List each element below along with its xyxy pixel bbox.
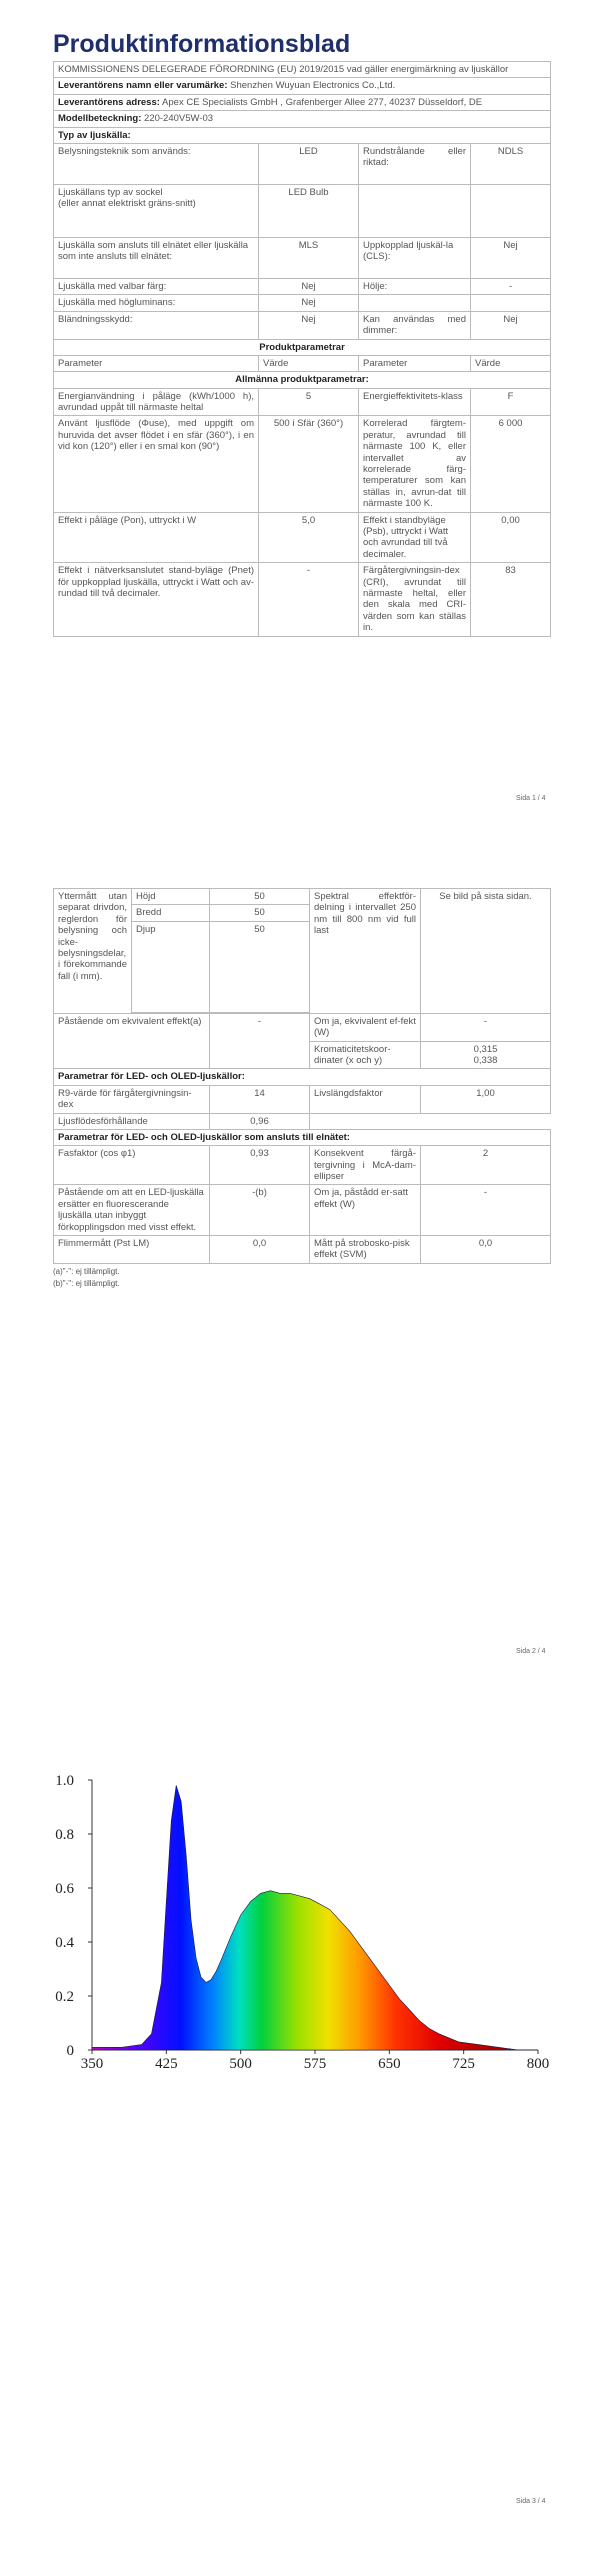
page-number: Sida 2 / 4 <box>516 1648 546 1655</box>
strobo-value: 0,0 <box>421 1236 551 1264</box>
r9-value: 14 <box>210 1085 310 1113</box>
spectral-value: Se bild på sista sidan. <box>421 889 551 1014</box>
type-label: Bländningsskydd: <box>54 311 259 339</box>
col-header: Värde <box>471 355 551 371</box>
y-tick-label: 1.0 <box>55 1773 74 1789</box>
x-tick-label: 500 <box>229 2056 252 2072</box>
type-value: Nej <box>259 278 359 294</box>
type-value: Nej <box>471 311 551 339</box>
type-row <box>54 295 551 311</box>
consist-label: Konsekvent färgå-tergivning i McA-dam-ellipser <box>310 1146 421 1185</box>
consist-value: 2 <box>421 1146 551 1185</box>
type-label: Ljuskälla med högluminans: <box>54 295 259 311</box>
type-label: Uppkopplad ljuskäl-la (CLS): <box>359 237 471 278</box>
regulation-text: KOMMISSIONENS DELEGERADE FÖRORDNING (EU) 2019/2015 vad gäller energimärkning av ljuskällor <box>54 62 551 78</box>
replace-value: -(b) <box>210 1185 310 1236</box>
type-row <box>54 143 551 184</box>
lumen-row <box>54 1113 551 1129</box>
dimensions-row <box>54 889 551 905</box>
dim-value: 50 <box>210 921 310 1012</box>
type-label: Ljuskälla som ansluts till elnätet eller ljuskälla som inte ansluts till elnätet: <box>54 237 259 278</box>
model-value: 220-240V5W-03 <box>144 113 214 125</box>
param-label: Effekt i standbyläge (Psb), uttryckt i Watt och avrundad till två decimaler. <box>359 512 471 563</box>
type-label <box>359 295 471 311</box>
document-title: Produktinformationsblad <box>53 30 351 58</box>
param-label: Effekt i nätverksanslutet stand-byläge (Pnet) för uppkopplad ljuskälla, uttryckt i Watt och av-rundad till två decimaler. <box>54 563 259 636</box>
footnote-a: (a)"-": ej tillämpligt. <box>53 1266 120 1276</box>
footnote-b: (b)"-": ej tillämpligt. <box>53 1278 120 1288</box>
param-value: - <box>259 563 359 636</box>
pf-label: Fasfaktor (cos φ1) <box>54 1146 210 1185</box>
type-label: Ljuskällans typ av sockel (eller annat elektriskt gräns-snitt) <box>54 184 259 237</box>
page-number: Sida 3 / 4 <box>516 2498 546 2505</box>
chroma-label: Kromaticitetskoor-dinater (x och y) <box>310 1041 421 1069</box>
x-tick-label: 800 <box>526 2056 550 2072</box>
dimensions-label: Yttermått utan separat drivdon, reglerdon för belysning och icke-belysningsdelar, i förekommande fall (i mm). <box>54 889 132 1014</box>
type-value: LED Bulb <box>259 184 359 237</box>
dim-value: 50 <box>210 889 310 905</box>
type-value: LED <box>259 143 359 184</box>
x-tick-label: 350 <box>80 2056 104 2072</box>
r9-label: R9-värde för färgåtergivningsin-dex <box>54 1085 210 1113</box>
param-value: 500 i Sfär (360°) <box>259 416 359 512</box>
param-row <box>54 416 551 512</box>
param-label: Energianvändning i påläge (kWh/1000 h), avrundad uppåt till närmaste heltal <box>54 388 259 416</box>
replace-w-value: - <box>421 1185 551 1236</box>
param-label: Korrelerad färgtem-peratur, avrundad till närmaste 100 K, eller intervallet av korrelerade färg-temperaturer som kan ställas in, avrun-dat till närmaste 100 K. <box>359 416 471 512</box>
spectrum-chart <box>0 1750 603 2080</box>
type-value: Nej <box>259 311 359 339</box>
lumen-value: 0,96 <box>210 1113 310 1129</box>
lumen-label: Ljusflödesförhållande <box>54 1113 210 1129</box>
mains-heading: Parametrar för LED- och OLED-ljuskällor som ansluts till elnätet: <box>54 1129 551 1145</box>
replace-label: Påstående om att en LED-ljuskälla ersätter en fluorescerande ljuskälla utan inbyggt förkopplingsdon med visst effekt. <box>54 1185 210 1236</box>
type-label: Ljuskälla med valbar färg: <box>54 278 259 294</box>
param-value: 83 <box>471 563 551 636</box>
col-header: Parameter <box>54 355 259 371</box>
type-row <box>54 237 551 278</box>
pf-value: 0,93 <box>210 1146 310 1185</box>
x-tick-label: 650 <box>378 2056 401 2072</box>
type-row <box>54 311 551 339</box>
col-header: Värde <box>259 355 359 371</box>
chroma-y: 0,338 <box>473 1054 498 1066</box>
y-tick-label: 0 <box>66 2043 74 2059</box>
strobo-label: Mått på strobosko-pisk effekt (SVM) <box>310 1236 421 1264</box>
x-tick-label: 425 <box>155 2056 178 2072</box>
supplier-name-row <box>54 78 551 94</box>
general-heading: Allmänna produktparametrar: <box>54 372 551 388</box>
param-value: 5,0 <box>259 512 359 563</box>
equivalent-row <box>54 1013 551 1041</box>
col-header: Parameter <box>359 355 471 371</box>
params-header-row <box>54 355 551 371</box>
type-value: NDLS <box>471 143 551 184</box>
supplier-address-row <box>54 94 551 110</box>
type-value <box>471 184 551 237</box>
type-value: MLS <box>259 237 359 278</box>
x-tick-label: 725 <box>452 2056 475 2072</box>
param-value: 5 <box>259 388 359 416</box>
x-tick-labels <box>81 2050 550 2072</box>
type-value: - <box>471 278 551 294</box>
r9-row <box>54 1085 551 1113</box>
chart-area <box>92 1785 538 2050</box>
type-label: Belysningsteknik som används: <box>54 143 259 184</box>
page-2 <box>0 880 603 1680</box>
type-label: Rundstrålande eller riktad: <box>359 143 471 184</box>
chroma-x: 0,315 <box>473 1043 498 1055</box>
model-label: Modellbeteckning: <box>58 113 142 125</box>
type-row <box>54 184 551 237</box>
param-row <box>54 388 551 416</box>
pf-row <box>54 1146 551 1185</box>
equiv-w-value: - <box>421 1013 551 1041</box>
param-value: F <box>471 388 551 416</box>
supplier-name-label: Leverantörens namn eller varumärke: <box>58 80 228 92</box>
page-1 <box>0 0 603 830</box>
page-number: Sida 1 / 4 <box>516 795 546 802</box>
equiv-w-label: Om ja, ekvivalent ef-fekt (W) <box>310 1013 421 1041</box>
equiv-value: - <box>210 1013 310 1069</box>
y-tick-label: 0.6 <box>55 1881 74 1897</box>
type-value: Nej <box>259 295 359 311</box>
replace-w-label: Om ja, påstådd er-satt effekt (W) <box>310 1185 421 1236</box>
life-value: 1,00 <box>421 1085 551 1113</box>
type-label: Kan användas med dimmer: <box>359 311 471 339</box>
y-tick-label: 0.8 <box>55 1827 74 1843</box>
page-3 <box>0 1720 603 2560</box>
type-row <box>54 278 551 294</box>
dim-name: Bredd <box>132 905 210 921</box>
replace-row <box>54 1185 551 1236</box>
dim-name: Djup <box>132 921 210 1012</box>
params-heading: Produktparametrar <box>54 339 551 355</box>
life-label: Livslängdsfaktor <box>310 1085 421 1113</box>
x-tick-label: 575 <box>303 2056 327 2072</box>
flicker-label: Flimmermått (Pst LM) <box>54 1236 210 1264</box>
spectral-label: Spektral effektför-delning i intervallet 250 nm till 800 nm vid full last <box>310 889 421 1014</box>
model-row <box>54 111 551 127</box>
y-tick-labels <box>55 1773 92 2059</box>
param-label: Effekt i påläge (Pon), uttryckt i W <box>54 512 259 563</box>
spectrum-series-area <box>92 1785 538 2050</box>
chroma-values <box>421 1041 551 1069</box>
param-value: 6 000 <box>471 416 551 512</box>
y-tick-label: 0.2 <box>55 1989 74 2005</box>
param-label: Energieffektivitets-klass <box>359 388 471 416</box>
y-tick-label: 0.4 <box>55 1935 74 1951</box>
supplier-name-value: Shenzhen Wuyuan Electronics Co.,Ltd. <box>230 80 396 92</box>
flicker-row <box>54 1236 551 1264</box>
type-label: Hölje: <box>359 278 471 294</box>
dim-name: Höjd <box>132 889 210 905</box>
supplier-address-label: Leverantörens adress: <box>58 96 160 108</box>
flicker-value: 0,0 <box>210 1236 310 1264</box>
type-label <box>359 184 471 237</box>
type-value <box>471 295 551 311</box>
info-table <box>53 61 551 637</box>
supplier-address-value: Apex CE Specialists GmbH , Grafenberger Allee 277, 40237 Düsseldorf, DE <box>162 96 483 108</box>
dim-value: 50 <box>210 905 310 921</box>
led-heading: Parametrar för LED- och OLED-ljuskällor: <box>54 1069 551 1085</box>
param-row <box>54 563 551 636</box>
param-label: Färgåtergivningsin-dex (CRI), avrundat till närmaste heltal, eller den skala med CRI-värden som kan ställas in. <box>359 563 471 636</box>
type-heading: Typ av ljuskälla: <box>54 127 551 143</box>
param-label: Använt ljusflöde (Φuse), med uppgift om huruvida det avser flödet i en sfär (360°), i en vid kon (120°) eller i en smal kon (90°) <box>54 416 259 512</box>
info-table-2 <box>53 888 551 1264</box>
param-row <box>54 512 551 563</box>
equiv-label: Påstående om ekvivalent effekt(a) <box>54 1013 210 1069</box>
type-value: Nej <box>471 237 551 278</box>
param-value: 0,00 <box>471 512 551 563</box>
